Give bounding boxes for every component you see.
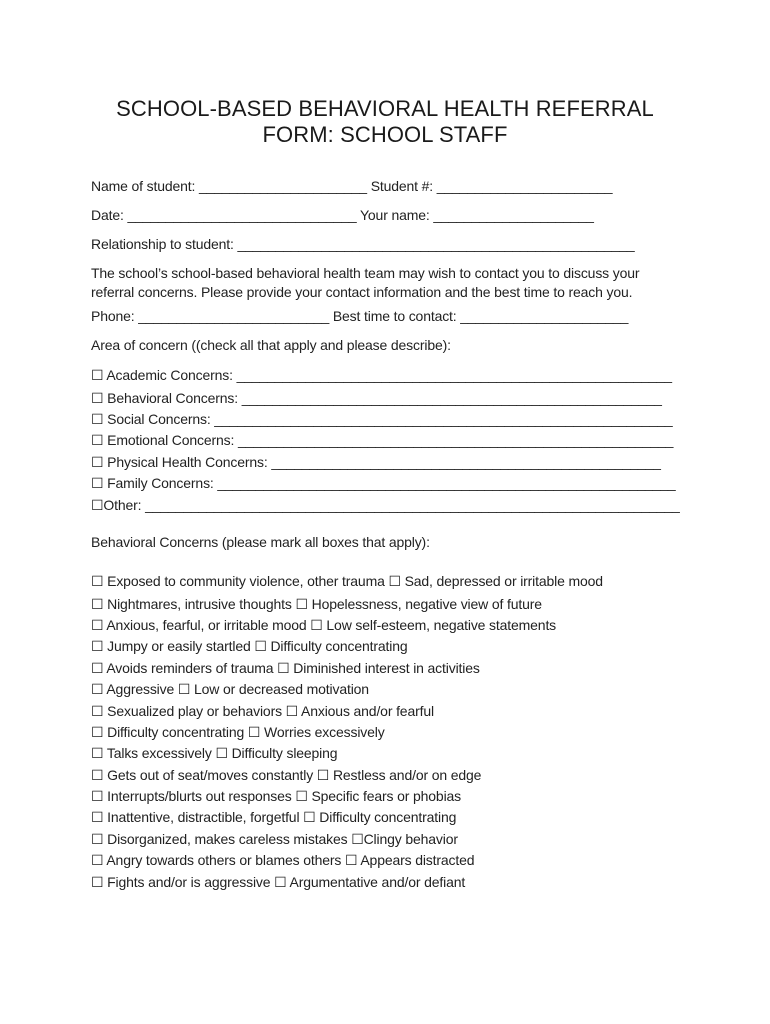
concern-social: ☐ Social Concerns: ____________________________________________________________ [91, 411, 673, 427]
behavior-row-5: ☐ Avoids reminders of trauma ☐ Diminished interest in activities [91, 660, 480, 676]
behavior-row-9: ☐ Talks excessively ☐ Difficulty sleeping [91, 745, 338, 761]
student-name-number-line: Name of student: ______________________ Student #: _______________________ [91, 178, 613, 194]
behavior-row-12: ☐ Inattentive, distractible, forgetful ☐ Difficulty concentrating [91, 809, 457, 825]
behavior-row-15: ☐ Fights and/or is aggressive ☐ Argumentative and/or defiant [91, 874, 466, 890]
concern-academic: ☐ Academic Concerns: _________________________________________________________ [91, 367, 672, 383]
behavior-row-13: ☐ Disorganized, makes careless mistakes ☐Clingy behavior [91, 831, 458, 847]
behavior-row-10: ☐ Gets out of seat/moves constantly ☐ Restless and/or on edge [91, 767, 482, 783]
contact-paragraph-line-1: The school’s school-based behavioral health team may wish to contact you to discuss your [91, 265, 640, 281]
concern-emotional: ☐ Emotional Concerns: _________________________________________________________ [91, 432, 674, 448]
area-of-concern-heading: Area of concern ((check all that apply and please describe): [91, 337, 451, 353]
behavior-row-14: ☐ Angry towards others or blames others ☐ Appears distracted [91, 852, 475, 868]
behavior-row-8: ☐ Difficulty concentrating ☐ Worries excessively [91, 724, 385, 740]
behavior-row-1: ☐ Exposed to community violence, other trauma ☐ Sad, depressed or irritable mood [91, 573, 603, 589]
concern-physical-health: ☐ Physical Health Concerns: ___________________________________________________ [91, 454, 661, 470]
concern-behavioral: ☐ Behavioral Concerns: _______________________________________________________ [91, 390, 662, 406]
behavior-row-4: ☐ Jumpy or easily startled ☐ Difficulty concentrating [91, 638, 408, 654]
behavior-row-7: ☐ Sexualized play or behaviors ☐ Anxious and/or fearful [91, 703, 434, 719]
behavioral-concerns-heading: Behavioral Concerns (please mark all boxes that apply): [91, 534, 430, 550]
behavior-row-3: ☐ Anxious, fearful, or irritable mood ☐ Low self-esteem, negative statements [91, 617, 557, 633]
form-title [0, 96, 770, 148]
behavior-row-6: ☐ Aggressive ☐ Low or decreased motivation [91, 681, 369, 697]
behavior-row-11: ☐ Interrupts/blurts out responses ☐ Specific fears or phobias [91, 788, 462, 804]
contact-paragraph [91, 264, 651, 302]
form-title-line-1: SCHOOL-BASED BEHAVIORAL HEALTH REFERRAL [116, 96, 654, 121]
concern-family: ☐ Family Concerns: ____________________________________________________________ [91, 475, 676, 491]
phone-best-time-line: Phone: _________________________ Best time to contact: ______________________ [91, 308, 629, 324]
form-title-line-2: FORM: SCHOOL STAFF [262, 122, 508, 147]
contact-paragraph-line-2: referral concerns. Please provide your contact information and the best time to reach you. [91, 284, 633, 300]
date-your-name-line: Date: ______________________________ Your name: _____________________ [91, 207, 594, 223]
relationship-line: Relationship to student: ____________________________________________________ [91, 236, 635, 252]
behavior-row-2: ☐ Nightmares, intrusive thoughts ☐ Hopelessness, negative view of future [91, 596, 542, 612]
concern-other: ☐Other: ______________________________________________________________________ [91, 497, 680, 513]
